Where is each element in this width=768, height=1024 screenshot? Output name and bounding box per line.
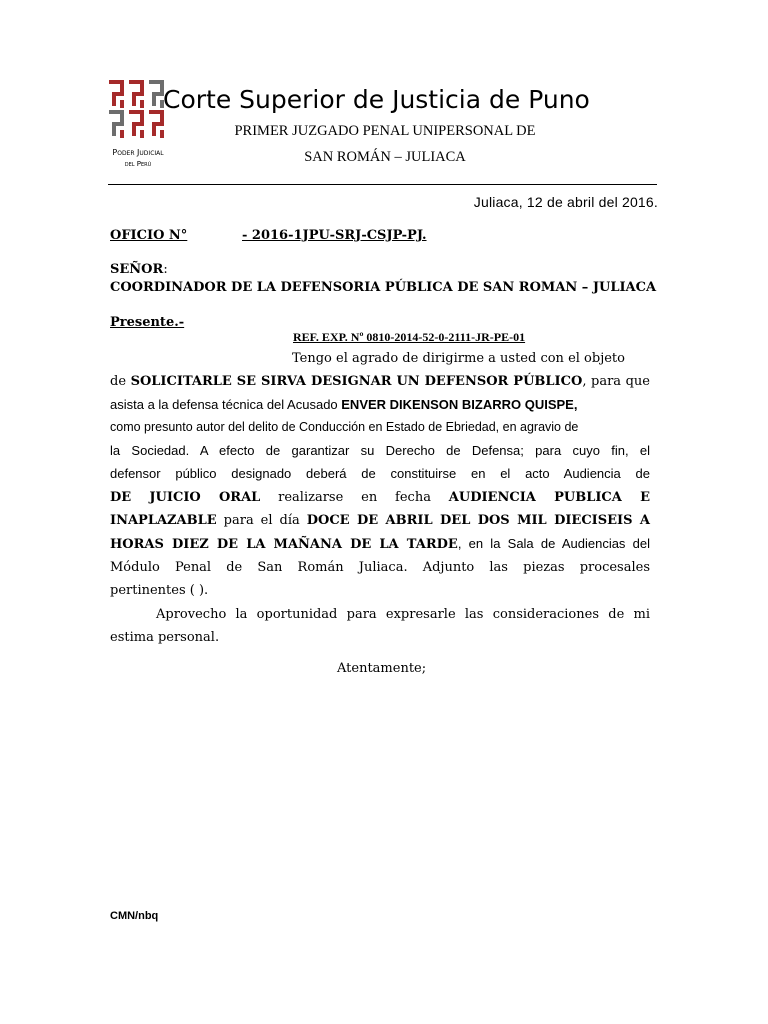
court-title: Corte Superior de Justicia de Puno: [163, 85, 590, 114]
body-line-8: INAPLAZABLE para el día DOCE DE ABRIL DEL DOS MIL DIECISEIS A: [110, 513, 650, 528]
body-line-3: asista a la defensa técnica del Acusado ENVER DIKENSON BIZARRO QUISPE,: [110, 397, 578, 412]
salutation-word: SEÑOR: [110, 262, 164, 277]
body-line-5: la Sociedad. A efecto de garantizar su Derecho de Defensa; para cuyo fin, el: [110, 443, 650, 458]
closing: Atentamente;: [337, 661, 427, 676]
court-location: SAN ROMÁN – JULIACA: [304, 149, 466, 165]
body-line-10: Módulo Penal de San Román Juliaca. Adjunto las piezas procesales: [110, 560, 650, 575]
addressee-title: COORDINADOR DE LA DEFENSORIA PÚBLICA DE SAN ROMAN – JULIACA: [110, 280, 657, 295]
body-line-1: Tengo el agrado de dirigirme a usted con el objeto: [292, 351, 625, 366]
oficio-label: OFICIO N°: [110, 228, 188, 243]
initials: CMN/nbq: [110, 910, 159, 922]
logo-caption-line1: Poder Judicial: [112, 148, 164, 157]
body-line-4: como presunto autor del delito de Conducción en Estado de Ebriedad, en agravio de: [110, 420, 579, 434]
body-line-6: defensor público designado deberá de constituirse en el acto Audiencia de: [110, 466, 650, 481]
court-unit: PRIMER JUZGADO PENAL UNIPERSONAL DE: [234, 123, 536, 139]
body-line-12: Aprovecho la oportunidad para expresarle las consideraciones de mi: [156, 607, 650, 622]
presente: Presente.-: [110, 315, 185, 330]
body-line-2: de SOLICITARLE SE SIRVA DESIGNAR UN DEFENSOR PÚBLICO, para que: [110, 374, 650, 389]
salutation: [110, 261, 168, 279]
header-divider: [108, 184, 657, 185]
body-line-13: estima personal.: [110, 630, 220, 645]
date-line: Juliaca, 12 de abril del 2016.: [473, 194, 658, 210]
body-line-11: pertinentes ( ).: [110, 583, 209, 598]
body-line-9: HORAS DIEZ DE LA MAÑANA DE LA TARDE, en la Sala de Audiencias del: [110, 536, 650, 552]
reference-line: REF. EXP. Nº 0810-2014-52-0-2111-JR-PE-01: [293, 330, 526, 344]
poder-judicial-logo-icon: [105, 78, 167, 140]
oficio-number: - 2016-1JPU-SRJ-CSJP-PJ.: [242, 228, 427, 243]
body-line-7: DE JUICIO ORAL realizarse en fecha AUDIENCIA PUBLICA E: [110, 490, 650, 505]
logo-caption-line2: del Perú: [124, 160, 152, 168]
salutation-colon: :: [163, 262, 168, 277]
